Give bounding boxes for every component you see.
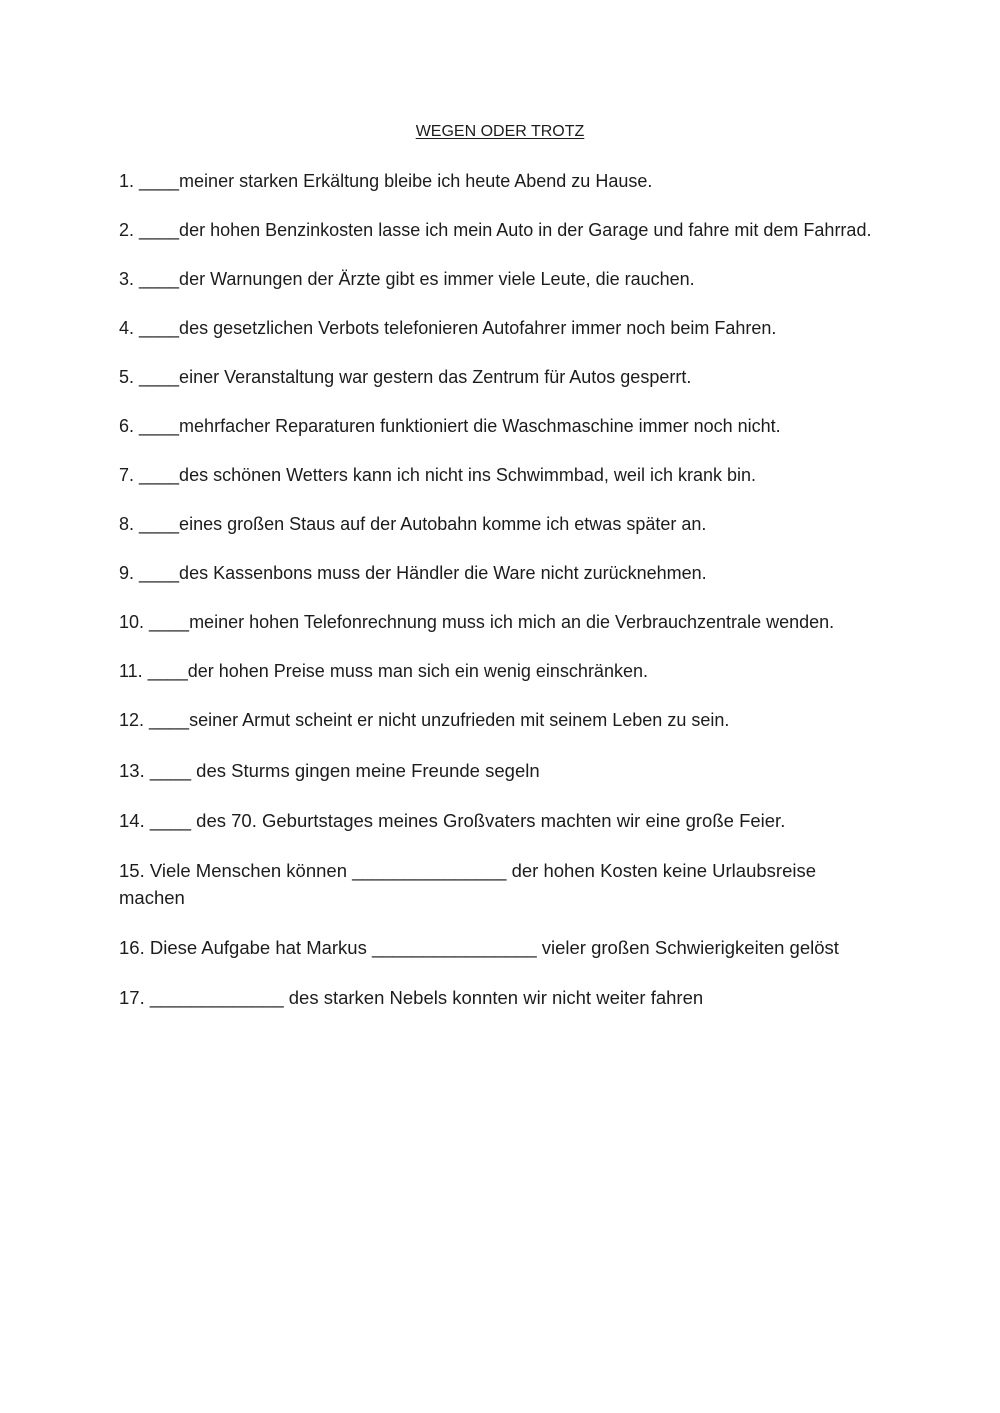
exercise-item-14: 14. ____ des 70. Geburtstages meines Großvaters machten wir eine große Feier.	[119, 810, 786, 831]
exercise-item-9: 9. ____des Kassenbons muss der Händler die Ware nicht zurücknehmen.	[119, 563, 707, 583]
exercise-item-7: 7. ____des schönen Wetters kann ich nicht ins Schwimmbad, weil ich krank bin.	[119, 465, 756, 485]
exercise-item-3: 3. ____der Warnungen der Ärzte gibt es immer viele Leute, die rauchen.	[119, 269, 695, 289]
exercise-item-12: 12. ____seiner Armut scheint er nicht unzufrieden mit seinem Leben zu sein.	[119, 710, 730, 730]
exercise-item-2: 2. ____der hohen Benzinkosten lasse ich mein Auto in der Garage und fahre mit dem Fahrrad.	[119, 220, 872, 240]
exercise-item-11: 11. ____der hohen Preise muss man sich ein wenig einschränken.	[119, 661, 648, 681]
exercise-item-10: 10. ____meiner hohen Telefonrechnung muss ich mich an die Verbrauchzentrale wenden.	[119, 612, 835, 632]
exercise-item-5: 5. ____einer Veranstaltung war gestern das Zentrum für Autos gesperrt.	[119, 367, 692, 387]
exercise-item-8: 8. ____eines großen Staus auf der Autobahn komme ich etwas später an.	[119, 514, 707, 534]
exercise-item-6: 6. ____mehrfacher Reparaturen funktioniert die Waschmaschine immer noch nicht.	[119, 416, 781, 436]
exercise-item-16: 16. Diese Aufgabe hat Markus ________________ vieler großen Schwierigkeiten gelöst	[119, 937, 839, 958]
exercise-item-17: 17. _____________ des starken Nebels konnten wir nicht weiter fahren	[119, 987, 704, 1008]
worksheet-title: WEGEN ODER TROTZ	[415, 123, 585, 140]
exercise-list	[119, 168, 939, 1034]
exercise-item-4: 4. ____des gesetzlichen Verbots telefonieren Autofahrer immer noch beim Fahren.	[119, 318, 777, 338]
exercise-item-1: 1. ____meiner starken Erkältung bleibe ich heute Abend zu Hause.	[119, 171, 653, 191]
exercise-item-13: 13. ____ des Sturms gingen meine Freunde segeln	[119, 760, 540, 781]
exercise-item-15: 15. Viele Menschen können _______________ der hohen Kosten keine Urlaubsreise machen	[119, 860, 817, 908]
